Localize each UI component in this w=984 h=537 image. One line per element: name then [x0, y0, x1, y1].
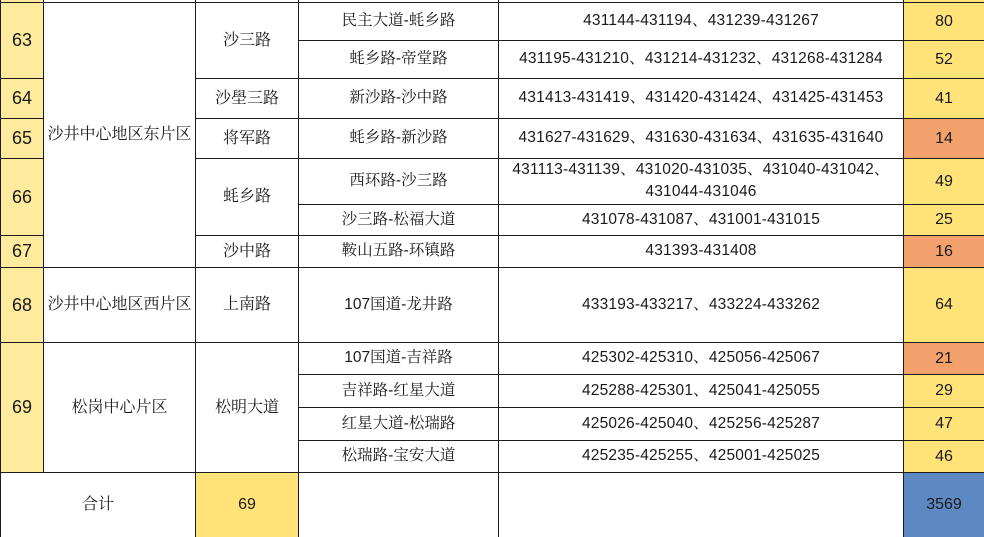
segment-cell: 民主大道-蚝乡路 — [299, 3, 499, 41]
ranges-cell: 431627-431629、431630-431634、431635-431640 — [499, 119, 904, 159]
segment-cell: 吉祥路-红星大道 — [299, 374, 499, 407]
totals-row — [1, 472, 984, 537]
road-cell-shasan: 沙三路 — [196, 3, 299, 79]
ranges-cell: 433193-433217、433224-433262 — [499, 267, 904, 342]
area-cell-songgang-center: 松岗中心片区 — [44, 342, 196, 472]
road-cell-jiangjun: 将军路 — [196, 119, 299, 159]
index-cell-69: 69 — [1, 342, 44, 472]
ranges-cell: 431195-431210、431214-431232、431268-431284 — [499, 41, 904, 79]
index-cell-64: 64 — [1, 79, 44, 119]
table-row — [1, 3, 984, 41]
road-cell-shabok: 沙壆三路 — [196, 79, 299, 119]
count-cell: 80 — [904, 3, 984, 41]
index-cell-65: 65 — [1, 119, 44, 159]
count-cell: 46 — [904, 440, 984, 472]
table-row — [1, 267, 984, 342]
ranges-cell: 431113-431139、431020-431035、431040-431042、431044-431046 — [499, 159, 904, 205]
grand-total-cell: 3569 — [904, 472, 984, 537]
road-cell-songming: 松明大道 — [196, 342, 299, 472]
count-cell: 47 — [904, 407, 984, 440]
total-label-cell: 合计 — [1, 472, 196, 537]
ranges-cell: 431144-431194、431239-431267 — [499, 3, 904, 41]
count-cell: 25 — [904, 204, 984, 235]
total-road-count-cell: 69 — [196, 472, 299, 537]
ranges-cell: 431413-431419、431420-431424、431425-431453 — [499, 79, 904, 119]
road-cell-shazhong: 沙中路 — [196, 235, 299, 267]
count-cell: 49 — [904, 159, 984, 205]
total-empty-ranges-cell — [499, 472, 904, 537]
count-cell: 29 — [904, 374, 984, 407]
area-cell-shajing-east: 沙井中心地区东片区 — [44, 3, 196, 268]
count-cell: 41 — [904, 79, 984, 119]
count-cell: 52 — [904, 41, 984, 79]
ranges-cell: 425235-425255、425001-425025 — [499, 440, 904, 472]
segment-cell: 蚝乡路-帝堂路 — [299, 41, 499, 79]
index-cell-67: 67 — [1, 235, 44, 267]
ranges-cell: 425026-425040、425256-425287 — [499, 407, 904, 440]
segment-cell: 鞍山五路-环镇路 — [299, 235, 499, 267]
segment-cell: 新沙路-沙中路 — [299, 79, 499, 119]
segment-cell: 107国道-吉祥路 — [299, 342, 499, 374]
segment-cell: 沙三路-松福大道 — [299, 204, 499, 235]
count-cell: 64 — [904, 267, 984, 342]
ranges-cell: 425302-425310、425056-425067 — [499, 342, 904, 374]
table-row — [1, 342, 984, 374]
segment-cell: 红星大道-松瑞路 — [299, 407, 499, 440]
segment-cell: 松瑞路-宝安大道 — [299, 440, 499, 472]
segment-cell: 蚝乡路-新沙路 — [299, 119, 499, 159]
total-empty-segment-cell — [299, 472, 499, 537]
road-cell-haoxiang: 蚝乡路 — [196, 159, 299, 236]
count-cell: 14 — [904, 119, 984, 159]
count-cell: 16 — [904, 235, 984, 267]
road-cell-shangnan: 上南路 — [196, 267, 299, 342]
area-cell-shajing-west: 沙井中心地区西片区 — [44, 267, 196, 342]
count-cell: 21 — [904, 342, 984, 374]
segment-cell: 西环路-沙三路 — [299, 159, 499, 205]
index-cell-66: 66 — [1, 159, 44, 236]
segment-cell: 107国道-龙井路 — [299, 267, 499, 342]
ranges-cell: 425288-425301、425041-425055 — [499, 374, 904, 407]
index-cell-68: 68 — [1, 267, 44, 342]
ranges-cell: 431393-431408 — [499, 235, 904, 267]
index-cell-63: 63 — [1, 3, 44, 79]
ranges-cell: 431078-431087、431001-431015 — [499, 204, 904, 235]
